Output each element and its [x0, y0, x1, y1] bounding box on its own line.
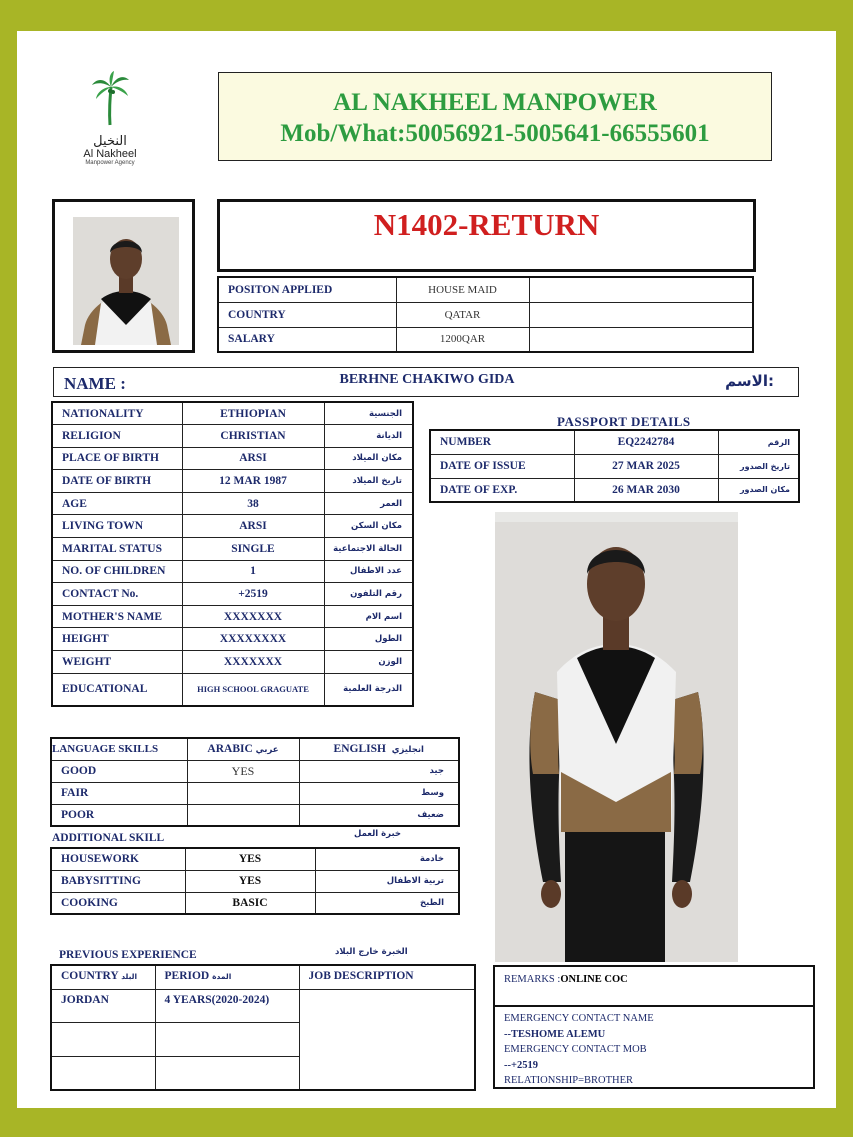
arabic-level-value: YES: [187, 760, 299, 782]
table-row: [218, 302, 753, 327]
language-level: FAIR: [51, 782, 187, 804]
table-row: [218, 327, 753, 352]
personal-label-ar: مكان السكن: [324, 515, 413, 538]
table-row: [52, 447, 413, 470]
personal-label: NO. OF CHILDREN: [52, 560, 182, 583]
salary-label: SALARY: [218, 327, 396, 352]
exp-country-label: COUNTRY: [61, 970, 119, 982]
table-row: [51, 892, 459, 914]
skill-label-ar: الطبخ: [315, 892, 459, 914]
passport-title: PASSPORT DETAILS: [557, 414, 691, 429]
exp-empty-cell: [155, 1056, 299, 1090]
personal-label-ar: الدرجة العلمية: [324, 673, 413, 706]
table-row: [51, 989, 475, 1022]
personal-label: LIVING TOWN: [52, 515, 182, 538]
position-value: HOUSE MAID: [396, 277, 529, 302]
skill-value: YES: [185, 870, 315, 892]
personal-value: ARSI: [182, 447, 324, 470]
emergency-name-label: EMERGENCY CONTACT NAME: [504, 1013, 654, 1024]
table-row: [52, 470, 413, 493]
table-row: [51, 782, 459, 804]
previous-experience-title: PREVIOUS EXPERIENCE: [59, 949, 197, 961]
table-row: [52, 560, 413, 583]
logo-name: Al Nakheel: [83, 148, 137, 160]
skill-label-ar: تربية الاطفال: [315, 870, 459, 892]
language-level-ar: ضعيف: [299, 804, 459, 826]
candidate-photo-full: [495, 512, 738, 962]
table-row: [52, 583, 413, 606]
remarks-row: [495, 967, 813, 1007]
emergency-mob-label: EMERGENCY CONTACT MOB: [504, 1044, 647, 1056]
passport-label: DATE OF ISSUE: [430, 454, 574, 478]
table-row: [52, 628, 413, 651]
exp-period-label-ar: المدة: [212, 972, 232, 981]
table-row: [430, 430, 799, 454]
personal-value: ARSI: [182, 515, 324, 538]
cv-sheet: [17, 31, 836, 1108]
arabic-header: [187, 738, 299, 760]
personal-label-ar: الحالة الاجتماعية: [324, 538, 413, 561]
position-table: [217, 276, 754, 353]
agency-title: AL NAKHEEL MANPOWER: [333, 89, 657, 116]
personal-value: XXXXXXX: [182, 605, 324, 628]
passport-label-ar: تاريخ الصدور: [718, 454, 799, 478]
name-label-arabic: الاسم:: [725, 372, 774, 390]
personal-value: SINGLE: [182, 538, 324, 561]
agency-logo: [55, 59, 165, 179]
english-header: [299, 738, 459, 760]
candidate-photo-small: [73, 217, 179, 345]
exp-job-cell: [299, 989, 475, 1090]
language-level-ar: جيد: [299, 760, 459, 782]
personal-label: MOTHER'S NAME: [52, 605, 182, 628]
arabic-label: ARABIC: [207, 743, 253, 756]
personal-label-ar: عدد الاطفال: [324, 560, 413, 583]
table-row: [52, 492, 413, 515]
agency-contact: Mob/What:50056921-5005641-66555601: [280, 120, 710, 147]
personal-label: EDUCATIONAL: [52, 673, 182, 706]
language-level-ar: وسط: [299, 782, 459, 804]
arabic-label-ar: عربي: [255, 745, 279, 756]
personal-value: CHRISTIAN: [182, 425, 324, 448]
personal-label: HEIGHT: [52, 628, 182, 651]
table-row: [51, 870, 459, 892]
exp-empty-cell: [155, 1022, 299, 1056]
table-row: [430, 454, 799, 478]
personal-value: 12 MAR 1987: [182, 470, 324, 493]
table-row: [52, 425, 413, 448]
language-skills-table: [50, 737, 460, 827]
personal-label-ar: الديانة: [324, 425, 413, 448]
personal-value: XXXXXXX: [182, 651, 324, 674]
logo-arabic-text: النخيل: [93, 134, 127, 149]
personal-label: RELIGION: [52, 425, 182, 448]
personal-label: DATE OF BIRTH: [52, 470, 182, 493]
photo-small-frame: [52, 199, 195, 353]
language-level: POOR: [51, 804, 187, 826]
personal-value: 38: [182, 492, 324, 515]
exp-period-header: [155, 965, 299, 989]
table-row: [52, 673, 413, 706]
position-extra: [529, 277, 753, 302]
salary-value: 1200QAR: [396, 327, 529, 352]
language-level: GOOD: [51, 760, 187, 782]
name-label: NAME :: [64, 374, 126, 393]
personal-value: XXXXXXXX: [182, 628, 324, 651]
arabic-level-value: [187, 782, 299, 804]
exp-empty-cell: [51, 1022, 155, 1056]
personal-label: MARITAL STATUS: [52, 538, 182, 561]
passport-label: DATE OF EXP.: [430, 478, 574, 502]
personal-label: CONTACT No.: [52, 583, 182, 606]
personal-label: NATIONALITY: [52, 402, 182, 425]
additional-skill-title-ar: خبرة العمل: [354, 829, 402, 839]
skill-label: COOKING: [51, 892, 185, 914]
skill-label: BABYSITTING: [51, 870, 185, 892]
personal-label-ar: رقم التلفون: [324, 583, 413, 606]
passport-value: 26 MAR 2030: [574, 478, 718, 502]
exp-empty-cell: [51, 1056, 155, 1090]
name-bar: [53, 367, 799, 397]
personal-value: ETHIOPIAN: [182, 402, 324, 425]
exp-period-label: PERIOD: [164, 970, 210, 982]
previous-experience-title-ar: الخبرة خارج البلاد: [335, 947, 408, 957]
emergency-mob: --+2519: [504, 1059, 538, 1071]
skill-label: HOUSEWORK: [51, 848, 185, 870]
english-label: ENGLISH: [333, 743, 386, 756]
personal-label-ar: الطول: [324, 628, 413, 651]
agency-header: [218, 72, 772, 161]
country-value: QATAR: [396, 302, 529, 327]
relationship: RELATIONSHIP=BROTHER: [504, 1075, 634, 1087]
passport-table: [429, 429, 800, 503]
reference-number: N1402-RETURN: [373, 207, 600, 242]
english-label-ar: انجليزي: [391, 745, 424, 756]
exp-country-header: [51, 965, 155, 989]
passport-label-ar: مكان الصدور: [718, 478, 799, 502]
table-row: [51, 804, 459, 826]
table-row: [52, 402, 413, 425]
passport-value: EQ2242784: [574, 430, 718, 454]
personal-label-ar: تاريخ الميلاد: [324, 470, 413, 493]
personal-label-ar: العمر: [324, 492, 413, 515]
personal-value: 1: [182, 560, 324, 583]
table-row: [52, 605, 413, 628]
personal-label: WEIGHT: [52, 651, 182, 674]
logo-subtitle: Manpower Agency: [85, 160, 135, 166]
remarks-box: [493, 965, 815, 1089]
reference-box: [217, 199, 756, 272]
personal-label-ar: الوزن: [324, 651, 413, 674]
table-row: [52, 538, 413, 561]
salary-extra: [529, 327, 753, 352]
emergency-name: --TESHOME ALEMU: [504, 1028, 606, 1040]
experience-table: [50, 964, 476, 1091]
personal-value: HIGH SCHOOL GRAGUATE: [182, 673, 324, 706]
personal-label: AGE: [52, 492, 182, 515]
table-row: [51, 848, 459, 870]
personal-value: +2519: [182, 583, 324, 606]
table-row: [218, 277, 753, 302]
arabic-level-value: [187, 804, 299, 826]
exp-job-header: JOB DESCRIPTION: [299, 965, 475, 989]
table-row: [52, 651, 413, 674]
skill-value: YES: [185, 848, 315, 870]
country-extra: [529, 302, 753, 327]
passport-label: NUMBER: [430, 430, 574, 454]
country-label: COUNTRY: [218, 302, 396, 327]
language-skills-header: LANGUAGE SKILLS: [51, 738, 187, 760]
candidate-name: BERHNE CHAKIWO GIDA: [339, 372, 515, 387]
palm-tree-icon: [88, 71, 132, 127]
additional-skills-table: [50, 847, 460, 915]
position-label: POSITON APPLIED: [218, 277, 396, 302]
remarks-label: REMARKS :: [504, 974, 561, 985]
personal-label-ar: الجنسية: [324, 402, 413, 425]
exp-country-label-ar: البلد: [121, 972, 138, 981]
personal-label-ar: مكان الميلاد: [324, 447, 413, 470]
skill-value: BASIC: [185, 892, 315, 914]
personal-label-ar: اسم الام: [324, 605, 413, 628]
table-row: [52, 515, 413, 538]
exp-country-cell: JORDAN: [51, 989, 155, 1022]
skill-label-ar: خادمة: [315, 848, 459, 870]
exp-period-cell: 4 YEARS(2020-2024): [155, 989, 299, 1022]
passport-label-ar: الرقم: [718, 430, 799, 454]
additional-skill-title: ADDITIONAL SKILL: [52, 832, 165, 844]
remarks-value: ONLINE COC: [560, 974, 628, 985]
table-row: [51, 738, 459, 760]
table-row: [51, 965, 475, 989]
table-row: [51, 760, 459, 782]
personal-label: PLACE OF BIRTH: [52, 447, 182, 470]
personal-details-table: [51, 401, 414, 707]
table-row: [430, 478, 799, 502]
passport-value: 27 MAR 2025: [574, 454, 718, 478]
emergency-contact: [504, 1011, 654, 1089]
